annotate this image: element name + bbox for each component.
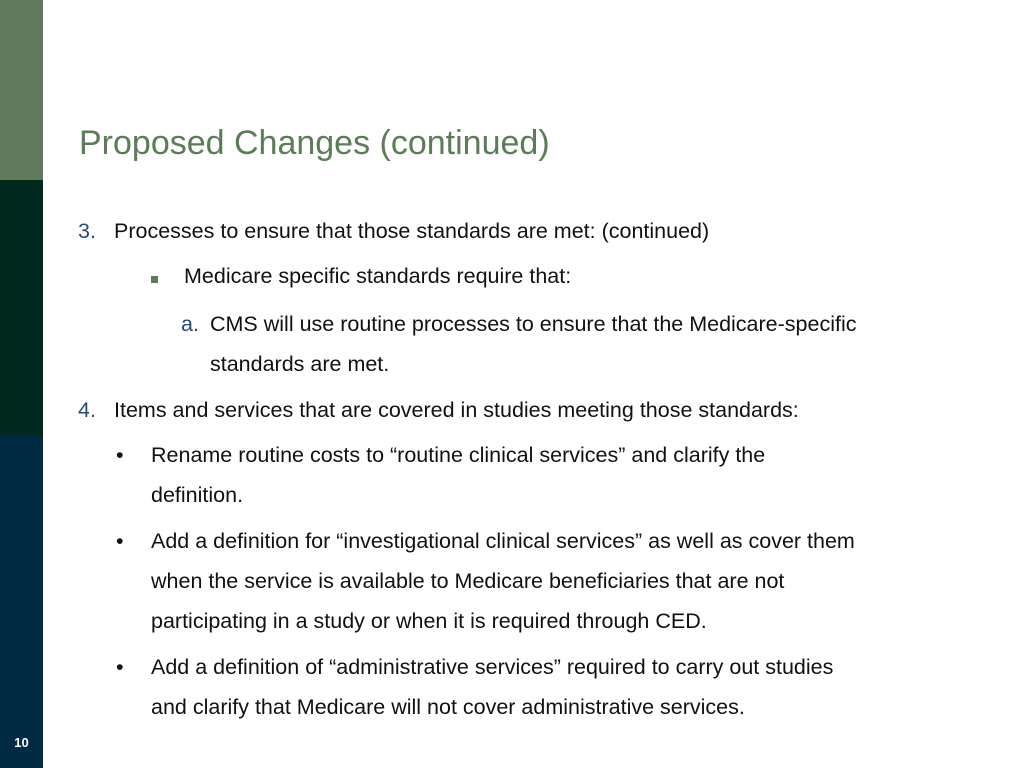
page-number: 10 [14, 735, 29, 750]
item-text-line: Items and services that are covered in studies meeting those standards: [114, 398, 799, 422]
item-number: 3. [78, 219, 96, 243]
item-text-line: Rename routine costs to “routine clinical services” and clarify the [151, 443, 766, 467]
sidebar-band-middle [0, 180, 43, 436]
slide-title: Proposed Changes (continued) [79, 124, 550, 162]
sidebar [0, 0, 43, 768]
item-text-line: participating in a study or when it is required through CED. [151, 609, 707, 633]
bullet-icon: • [116, 443, 124, 467]
item-letter: a. [181, 312, 199, 336]
bullet-icon: • [116, 529, 124, 553]
item-text-line: standards are met. [210, 352, 390, 376]
bullet-item [116, 435, 766, 515]
item-text-line: Add a definition for “investigational clinical services” as well as cover them [151, 529, 855, 553]
bullet-item [116, 647, 834, 727]
item-text-line: definition. [151, 483, 244, 507]
item-text-line: and clarify that Medicare will not cover administrative services. [151, 695, 745, 719]
item-text-line: when the service is available to Medicare beneficiaries that are not [151, 569, 785, 593]
numbered-item-4 [78, 390, 799, 430]
item-text-line: Add a definition of “administrative services” required to carry out studies [151, 655, 834, 679]
square-bullet-icon [151, 256, 158, 296]
item-text-line: Processes to ensure that those standards are met: (continued) [114, 219, 710, 243]
item-number: 4. [78, 398, 96, 422]
lettered-item-a [181, 304, 857, 384]
bullet-icon: • [116, 655, 124, 679]
bullet-item [116, 521, 855, 641]
square-bullet-item [184, 256, 571, 296]
item-text-line: CMS will use routine processes to ensure that the Medicare-specific [210, 312, 857, 336]
sidebar-band-bottom [0, 436, 43, 768]
sidebar-band-top [0, 0, 43, 180]
numbered-item-3 [78, 211, 710, 251]
item-text-line: Medicare specific standards require that: [184, 264, 572, 288]
